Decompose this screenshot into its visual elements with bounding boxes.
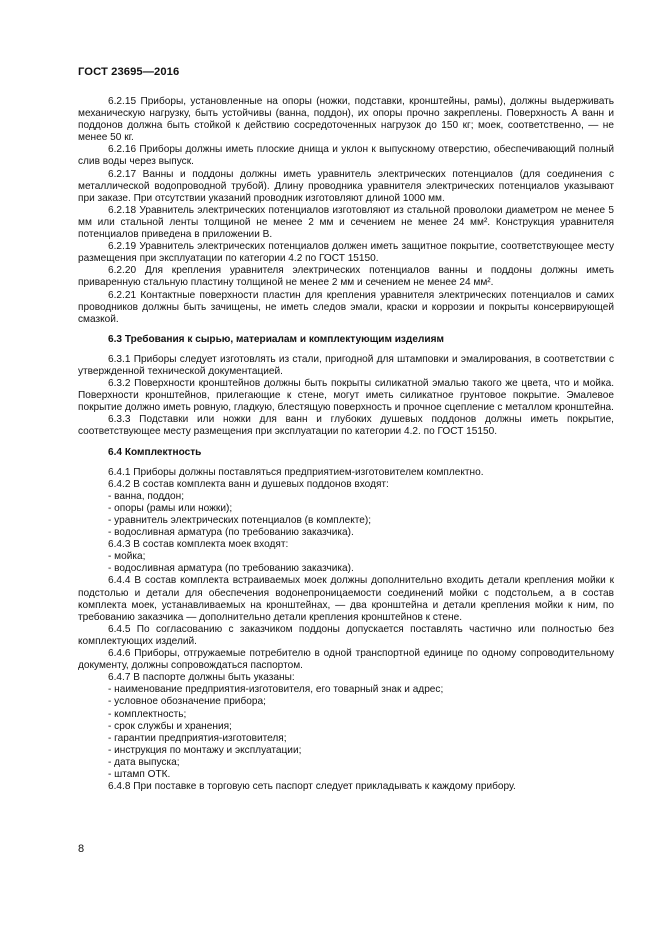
- list-item: - опоры (рамы или ножки);: [108, 502, 233, 514]
- list-item: - инструкция по монтажу и эксплуатации;: [108, 744, 302, 756]
- list-item: - условное обозначение прибора;: [108, 696, 266, 708]
- page-number: 8: [78, 843, 85, 855]
- list-item: - водосливная арматура (по требованию заказчика).: [108, 527, 354, 539]
- paragraph-6-2-16: 6.2.16 Приборы должны иметь плоские днища и уклон к выпускному отверстию, обеспечивающий полный слив воды через выпуск.: [78, 144, 614, 168]
- paragraph-6-2-19: 6.2.19 Уравнитель электрических потенциалов должен иметь защитное покрытие, соответствующее месту размещения при эксплуатации по категории 4.2 по ГОСТ 15150.: [78, 241, 614, 265]
- list-item: - дата выпуска;: [108, 756, 180, 768]
- paragraph-6-4-4: 6.4.4 В состав комплекта встраиваемых моек должны дополнительно входить детали крепления мойки к подстолью и детали для обеспечения водонепроницаемости соединений мойки с подстольем, а в состав комплекта моек, устанавливаемых на кронштейнах, — два кронштейна и детали крепления мойки к ним, по требованию заказчика — дополнительно детали крепления кронштейнов к стене.: [78, 575, 614, 623]
- paragraph-6-2-20: 6.2.20 Для крепления уравнителя электрических потенциалов ванны и поддоны должны иметь приваренную стальную пластину толщиной не менее 2 мм и сечением не менее 24 мм².: [78, 265, 614, 289]
- list-item: - комплектность;: [108, 708, 187, 720]
- list-item: - срок службы и хранения;: [108, 720, 232, 732]
- document-header: ГОСТ 23695—2016: [78, 66, 180, 78]
- list-item: - гарантии предприятия-изготовителя;: [108, 732, 287, 744]
- paragraph-6-4-3: 6.4.3 В состав комплекта моек входят:: [108, 539, 289, 551]
- paragraph-6-4-7: 6.4.7 В паспорте должны быть указаны:: [108, 672, 295, 684]
- list-item: - мойка;: [108, 551, 146, 563]
- paragraph-6-3-1: 6.3.1 Приборы следует изготовлять из стали, пригодной для штамповки и эмалирования, в соответствии с утвержденной технической документацией.: [78, 353, 614, 377]
- section-heading-6-4: 6.4 Комплектность: [108, 446, 202, 458]
- list-item: - штамп ОТК.: [108, 768, 171, 780]
- paragraph-6-2-18: 6.2.18 Уравнитель электрических потенциалов изготовляют из стальной проволоки диаметром не менее 5 мм или стальной ленты толщиной не менее 2 мм и сечением не менее 24 мм². Конструкция уравнителя потенциалов приведена в приложении В.: [78, 204, 614, 241]
- list-item: - водосливная арматура (по требованию заказчика).: [108, 563, 354, 575]
- list-item: - ванна, поддон;: [108, 490, 185, 502]
- paragraph-6-4-8: 6.4.8 При поставке в торговую сеть паспорт следует прикладывать к каждому прибору.: [108, 781, 516, 793]
- paragraph-6-4-5: 6.4.5 По согласованию с заказчиком поддоны допускается поставлять частично или полностью без комплектующих изделий.: [78, 623, 614, 647]
- paragraph-6-4-6: 6.4.6 Приборы, отгружаемые потребителю в одной транспортной единице по одному сопроводительному документу, должны сопровождаться паспортом.: [78, 648, 614, 672]
- document-body: [78, 96, 614, 793]
- paragraph-6-4-1: 6.4.1 Приборы должны поставляться предприятием-изготовителем комплектно.: [108, 466, 484, 478]
- paragraph-6-3-2: 6.3.2 Поверхности кронштейнов должны быть покрыты силикатной эмалью такого же цвета, что и мойка. Поверхности кронштейнов, прилегающие к стене, могут иметь силикатное грунтовое покрытие. Эмалевое покрытие должно иметь ровную, гладкую, блестящую поверхность и прочное сцепление с металлом кронштейна.: [78, 378, 614, 414]
- paragraph-6-2-17: 6.2.17 Ванны и поддоны должны иметь уравнитель электрических потенциалов (для соединения с металлической водопроводной трубой). Длину проводника уравнителя электрических потенциалов указывают при заказе. При отсутствии указаний проводник изготовляют длиной 1000 мм.: [78, 168, 614, 204]
- paragraph-6-3-3: 6.3.3 Подставки или ножки для ванн и глубоких душевых поддонов должны иметь покрытие, соответствующее месту размещения при эксплуатации по категории 4.2. по ГОСТ 15150.: [78, 414, 614, 438]
- paragraph-6-2-21: 6.2.21 Контактные поверхности пластин для крепления уравнителя электрических потенциалов и самих проводников должны быть зачищены, не иметь следов эмали, краски и коррозии и покрыты консервирующей смазкой.: [78, 289, 614, 325]
- paragraph-6-2-15: 6.2.15 Приборы, установленные на опоры (ножки, подставки, кронштейны, рамы), должны выдерживать механическую нагрузку, быть устойчивы (ванна, поддон), их опоры прочно закреплены. Поверхность А ванн и поддонов должна быть стойкой к действию сосредоточенных нагрузок до 150 кг; моек, соответственно, — не менее 50 кг.: [78, 96, 614, 144]
- list-item: - наименование предприятия-изготовителя, его товарный знак и адрес;: [108, 684, 444, 696]
- paragraph-6-4-2: 6.4.2 В состав комплекта ванн и душевых поддонов входят:: [108, 478, 389, 490]
- list-item: - уравнитель электрических потенциалов (в комплекте);: [108, 515, 372, 526]
- section-heading-6-3: 6.3 Требования к сырью, материалам и комплектующим изделиям: [108, 333, 444, 345]
